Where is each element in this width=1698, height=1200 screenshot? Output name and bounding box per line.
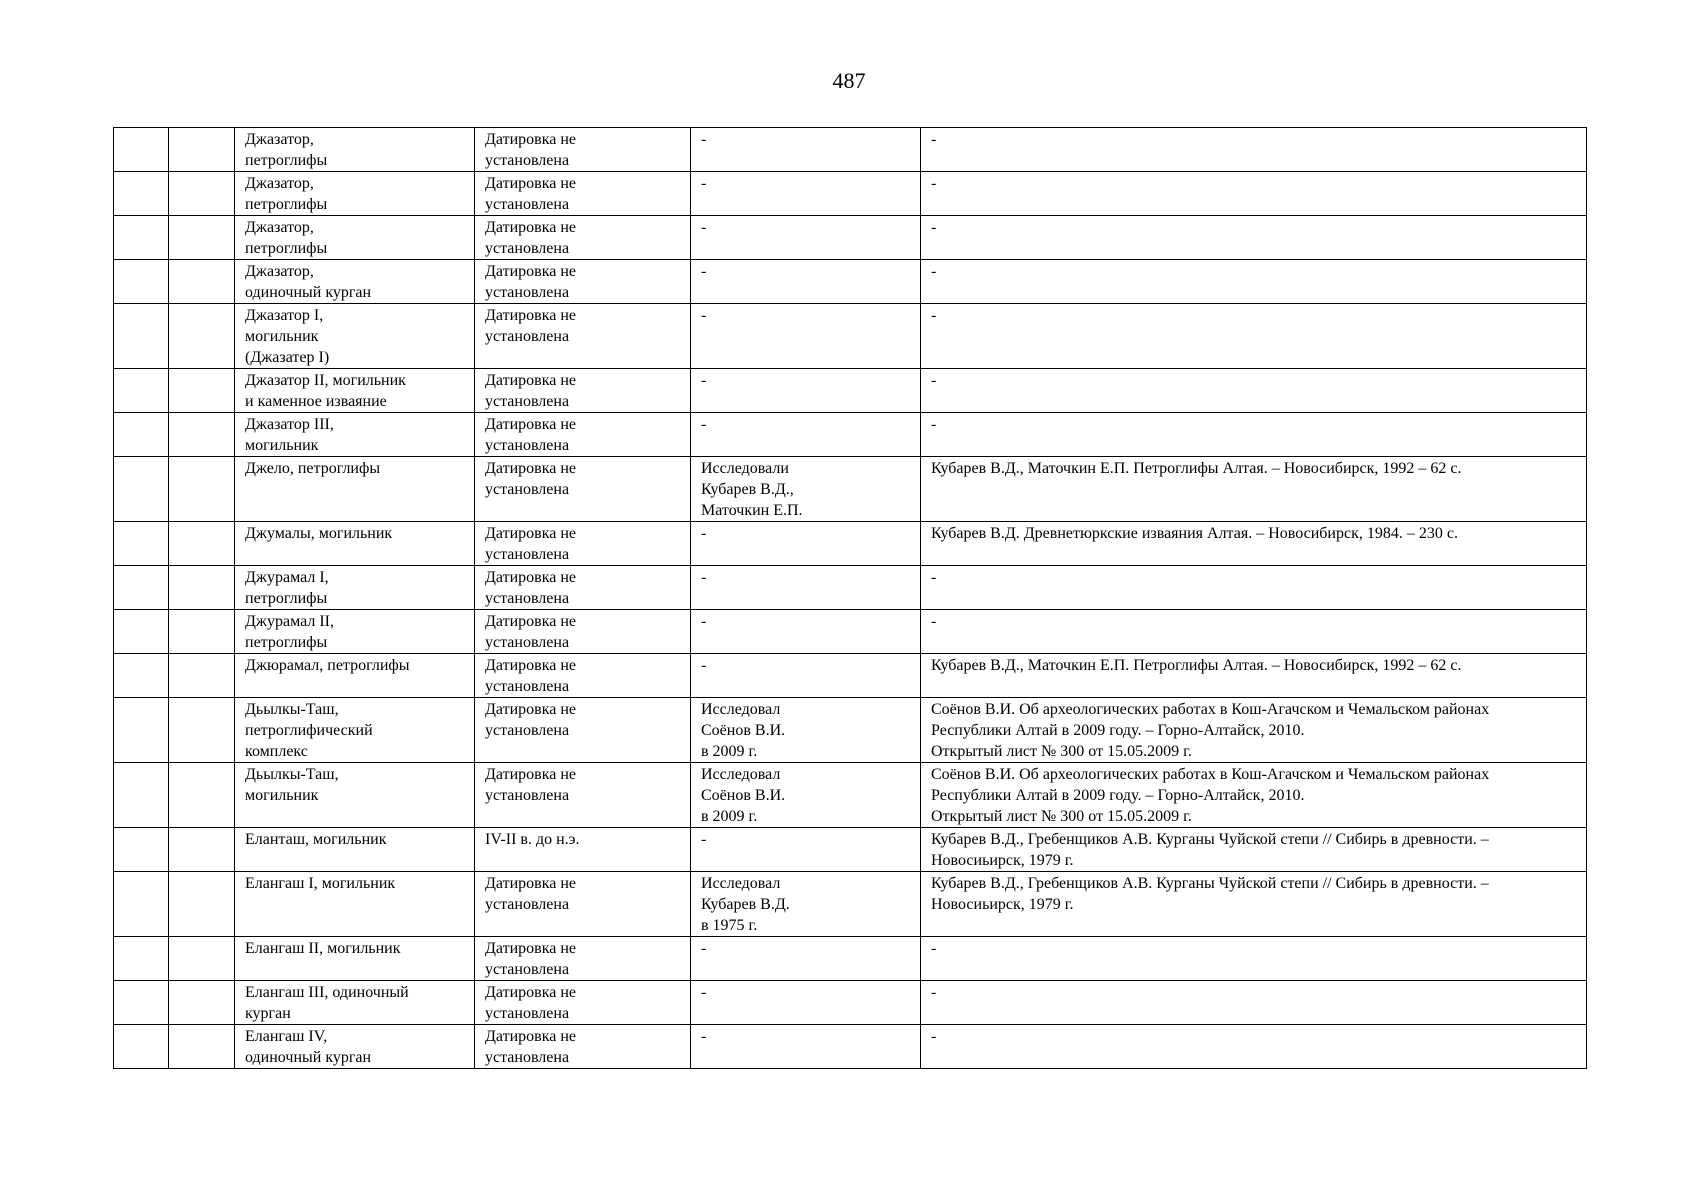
code-cell — [169, 369, 235, 413]
site-name-cell: Джурамал I, петроглифы — [235, 566, 475, 610]
literature-cell: - — [921, 369, 1587, 413]
research-cell: - — [691, 522, 921, 566]
dating-cell: Датировка не установлена — [475, 763, 691, 828]
site-name-cell: Джумалы, могильник — [235, 522, 475, 566]
site-name-cell: Елангаш III, одиночный курган — [235, 981, 475, 1025]
site-name-cell: Джазатор III, могильник — [235, 413, 475, 457]
number-cell — [114, 566, 169, 610]
table-row — [114, 981, 1587, 1025]
research-cell: - — [691, 981, 921, 1025]
dating-cell: Датировка не установлена — [475, 369, 691, 413]
research-cell: - — [691, 828, 921, 872]
research-cell: Исследовал Кубарев В.Д. в 1975 г. — [691, 872, 921, 937]
dating-cell: Датировка не установлена — [475, 566, 691, 610]
code-cell — [169, 698, 235, 763]
literature-cell: Кубарев В.Д., Гребенщиков А.В. Курганы Чуйской степи // Сибирь в древности. – Новосиьирск, 1979 г. — [921, 872, 1587, 937]
code-cell — [169, 981, 235, 1025]
table-row — [114, 304, 1587, 369]
code-cell — [169, 413, 235, 457]
page-number: 487 — [832, 68, 866, 93]
table-row — [114, 369, 1587, 413]
literature-cell: Кубарев В.Д., Маточкин Е.П. Петроглифы Алтая. – Новосибирск, 1992 – 62 с. — [921, 654, 1587, 698]
dating-cell: Датировка не установлена — [475, 172, 691, 216]
site-name-cell: Елангаш I, могильник — [235, 872, 475, 937]
number-cell — [114, 610, 169, 654]
literature-cell: - — [921, 981, 1587, 1025]
table-row — [114, 522, 1587, 566]
number-cell — [114, 937, 169, 981]
site-name-cell: Джюрамал, петроглифы — [235, 654, 475, 698]
site-name-cell: Елангаш II, могильник — [235, 937, 475, 981]
table-row — [114, 260, 1587, 304]
dating-cell: Датировка не установлена — [475, 413, 691, 457]
site-name-cell: Джело, петроглифы — [235, 457, 475, 522]
table-body — [114, 128, 1587, 1069]
site-name-cell: Джазатор I, могильник (Джазатер I) — [235, 304, 475, 369]
code-cell — [169, 260, 235, 304]
number-cell — [114, 981, 169, 1025]
literature-cell: Кубарев В.Д., Маточкин Е.П. Петроглифы Алтая. – Новосибирск, 1992 – 62 с. — [921, 457, 1587, 522]
number-cell — [114, 872, 169, 937]
dating-cell: Датировка не установлена — [475, 654, 691, 698]
number-cell — [114, 698, 169, 763]
code-cell — [169, 937, 235, 981]
site-name-cell: Дьылкы-Таш, петроглифический комплекс — [235, 698, 475, 763]
number-cell — [114, 216, 169, 260]
dating-cell: Датировка не установлена — [475, 981, 691, 1025]
table-row — [114, 763, 1587, 828]
literature-cell: - — [921, 216, 1587, 260]
dating-cell: Датировка не установлена — [475, 522, 691, 566]
dating-cell: Датировка не установлена — [475, 304, 691, 369]
dating-cell: Датировка не установлена — [475, 610, 691, 654]
table-row — [114, 610, 1587, 654]
code-cell — [169, 522, 235, 566]
number-cell — [114, 457, 169, 522]
code-cell — [169, 1025, 235, 1069]
code-cell — [169, 457, 235, 522]
number-cell — [114, 1025, 169, 1069]
research-cell: - — [691, 654, 921, 698]
monuments-table — [113, 127, 1587, 1069]
number-cell — [114, 828, 169, 872]
research-cell: - — [691, 937, 921, 981]
table-row — [114, 216, 1587, 260]
number-cell — [114, 763, 169, 828]
literature-cell: - — [921, 128, 1587, 172]
dating-cell: Датировка не установлена — [475, 1025, 691, 1069]
research-cell: - — [691, 260, 921, 304]
code-cell — [169, 172, 235, 216]
site-name-cell: Дьылкы-Таш, могильник — [235, 763, 475, 828]
site-name-cell: Джазатор, петроглифы — [235, 128, 475, 172]
literature-cell: - — [921, 413, 1587, 457]
dating-cell: Датировка не установлена — [475, 698, 691, 763]
literature-cell: - — [921, 304, 1587, 369]
literature-cell: Кубарев В.Д. Древнетюркские изваяния Алтая. – Новосибирск, 1984. – 230 с. — [921, 522, 1587, 566]
code-cell — [169, 304, 235, 369]
number-cell — [114, 654, 169, 698]
table-row — [114, 828, 1587, 872]
table-row — [114, 172, 1587, 216]
literature-cell: Соёнов В.И. Об археологических работах в Кош-Агачском и Чемальском районах Республики Алтай в 2009 году. – Горно-Алтайск, 2010. Открытый лист № 300 от 15.05.2009 г. — [921, 698, 1587, 763]
table-row — [114, 654, 1587, 698]
research-cell: - — [691, 369, 921, 413]
research-cell: - — [691, 216, 921, 260]
number-cell — [114, 369, 169, 413]
number-cell — [114, 413, 169, 457]
table-row — [114, 698, 1587, 763]
site-name-cell: Джазатор, петроглифы — [235, 216, 475, 260]
number-cell — [114, 172, 169, 216]
table-row — [114, 457, 1587, 522]
dating-cell: Датировка не установлена — [475, 872, 691, 937]
literature-cell: - — [921, 172, 1587, 216]
dating-cell: Датировка не установлена — [475, 457, 691, 522]
site-name-cell: Джурамал II, петроглифы — [235, 610, 475, 654]
code-cell — [169, 610, 235, 654]
literature-cell: - — [921, 1025, 1587, 1069]
code-cell — [169, 128, 235, 172]
table-row — [114, 128, 1587, 172]
research-cell: Исследовал Соёнов В.И. в 2009 г. — [691, 763, 921, 828]
research-cell: - — [691, 172, 921, 216]
site-name-cell: Джазатор II, могильник и каменное изваяние — [235, 369, 475, 413]
table-row — [114, 1025, 1587, 1069]
literature-cell: - — [921, 566, 1587, 610]
site-name-cell: Джазатор, петроглифы — [235, 172, 475, 216]
code-cell — [169, 763, 235, 828]
literature-cell: - — [921, 610, 1587, 654]
research-cell: - — [691, 128, 921, 172]
literature-cell: - — [921, 260, 1587, 304]
table-row — [114, 566, 1587, 610]
table-row — [114, 937, 1587, 981]
dating-cell: Датировка не установлена — [475, 216, 691, 260]
dating-cell: Датировка не установлена — [475, 260, 691, 304]
research-cell: - — [691, 610, 921, 654]
code-cell — [169, 216, 235, 260]
table-row — [114, 413, 1587, 457]
research-cell: Исследовали Кубарев В.Д., Маточкин Е.П. — [691, 457, 921, 522]
code-cell — [169, 654, 235, 698]
dating-cell: IV-II в. до н.э. — [475, 828, 691, 872]
research-cell: - — [691, 413, 921, 457]
literature-cell: Кубарев В.Д., Гребенщиков А.В. Курганы Чуйской степи // Сибирь в древности. – Новосиьирск, 1979 г. — [921, 828, 1587, 872]
site-name-cell: Джазатор, одиночный курган — [235, 260, 475, 304]
research-cell: - — [691, 566, 921, 610]
research-cell: Исследовал Соёнов В.И. в 2009 г. — [691, 698, 921, 763]
site-name-cell: Еланташ, могильник — [235, 828, 475, 872]
table-row — [114, 872, 1587, 937]
code-cell — [169, 872, 235, 937]
dating-cell: Датировка не установлена — [475, 937, 691, 981]
site-name-cell: Елангаш IV, одиночный курган — [235, 1025, 475, 1069]
number-cell — [114, 522, 169, 566]
literature-cell: Соёнов В.И. Об археологических работах в Кош-Агачском и Чемальском районах Республики Алтай в 2009 году. – Горно-Алтайск, 2010. Открытый лист № 300 от 15.05.2009 г. — [921, 763, 1587, 828]
number-cell — [114, 128, 169, 172]
code-cell — [169, 828, 235, 872]
literature-cell: - — [921, 937, 1587, 981]
dating-cell: Датировка не установлена — [475, 128, 691, 172]
research-cell: - — [691, 1025, 921, 1069]
number-cell — [114, 260, 169, 304]
research-cell: - — [691, 304, 921, 369]
number-cell — [114, 304, 169, 369]
code-cell — [169, 566, 235, 610]
